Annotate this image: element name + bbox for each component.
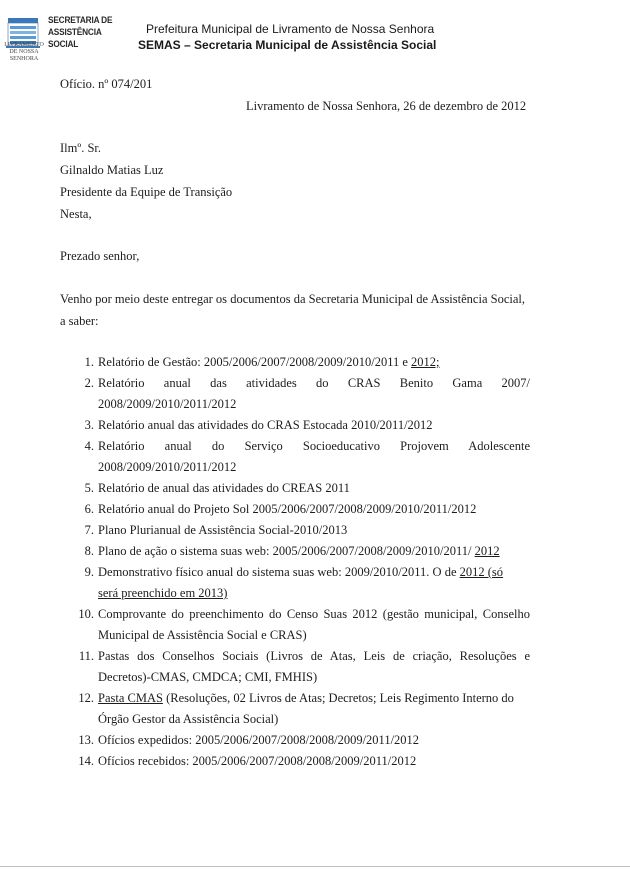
list-item [60, 352, 530, 373]
header-semas: SEMAS – Secretaria Municipal de Assistência Social [138, 38, 437, 52]
item-text: Relatório anual das atividades do CRAS Estocada 2010/2011/2012 [98, 418, 433, 432]
item-number: 9. [84, 565, 94, 579]
item-underlined: Pasta CMAS [98, 691, 163, 705]
item-number: 12. [78, 691, 94, 705]
item-text-line2: Municipal de Assistência Social e CRAS) [98, 628, 307, 642]
list-item [60, 688, 530, 730]
logo-title-line2: ASSISTÊNCIA SOCIAL [48, 27, 102, 49]
list-item [60, 499, 530, 520]
logo-caption-line1: LIVRAMENTO [4, 42, 44, 48]
item-number: 8. [84, 544, 94, 558]
item-number: 10. [78, 607, 94, 621]
item-underlined: 2012; [411, 355, 440, 369]
item-text-line1: Demonstrativo físico anual do sistema suas web: 2009/2010/2011. O de [98, 565, 460, 579]
item-text: Plano de ação o sistema suas web: 2005/2006/2007/2008/2009/2010/2011/ [98, 544, 475, 558]
item-number: 4. [84, 439, 94, 453]
item-text: Relatório de anual das atividades do CREAS 2011 [98, 481, 350, 495]
list-item [60, 415, 530, 436]
recipient-name: Gilnaldo Matias Luz [60, 163, 164, 177]
item-text-line1: Pastas dos Conselhos Sociais (Livros de Atas, Leis de criação, Resoluções e [98, 649, 530, 663]
list-item [60, 373, 530, 415]
list-item [60, 478, 530, 499]
item-text-line2: 2008/2009/2010/2011/2012 [98, 460, 237, 474]
item-text: Relatório de Gestão: 2005/2006/2007/2008/2009/2010/2011 e [98, 355, 412, 369]
bottom-divider [0, 866, 630, 867]
item-number: 6. [84, 502, 94, 516]
intro-paragraph: Venho por meio deste entregar os documentos da Secretaria Municipal de Assistência Social, a saber: [60, 292, 525, 328]
logo-caption-line2: DE NOSSA SENHORA [9, 49, 39, 62]
item-number: 5. [84, 481, 94, 495]
item-number: 3. [84, 418, 94, 432]
item-underlined-line2: será preenchido em 2013) [98, 586, 228, 600]
oficio-number: Ofício. nº 074/201 [60, 77, 153, 91]
item-number: 2. [84, 376, 94, 390]
item-number: 13. [78, 733, 94, 747]
item-text-line2: Órgão Gestor da Assistência Social) [98, 712, 279, 726]
item-text-line1: Comprovante do preenchimento do Censo Suas 2012 (gestão municipal, Conselho [98, 607, 530, 621]
item-number: 1. [84, 355, 94, 369]
item-number: 14. [78, 754, 94, 768]
item-text-line1: (Resoluções, 02 Livros de Atas; Decretos; Leis Regimento Interno do [162, 691, 514, 705]
item-text-line1: Relatório anual do Serviço Socioeducativo Projovem Adolescente [98, 439, 530, 453]
item-number: 7. [84, 523, 94, 537]
list-item [60, 541, 530, 562]
item-text-line1: Relatório anual das atividades do CRAS Benito Gama 2007/ [98, 376, 530, 390]
list-item [60, 730, 530, 751]
list-item [60, 751, 530, 772]
recipient-title: Ilmº. Sr. [60, 141, 102, 155]
list-item [60, 562, 530, 604]
list-item [60, 604, 530, 646]
item-underlined: 2012 (só [459, 565, 504, 579]
item-number: 11. [78, 649, 94, 663]
logo-title [48, 14, 122, 50]
item-text: Ofícios recebidos: 2005/2006/2007/2008/2008/2009/2011/2012 [98, 754, 417, 768]
item-text: Ofícios expedidos: 2005/2006/2007/2008/2008/2009/2011/2012 [98, 733, 420, 747]
logo-caption [4, 42, 44, 63]
greeting: Prezado senhor, [60, 249, 140, 263]
list-item [60, 436, 530, 478]
item-text-line2: Decretos)-CMAS, CMDCA; CMI, FMHIS) [98, 670, 318, 684]
date-line: Livramento de Nossa Senhora, 26 de dezembro de 2012 [246, 99, 527, 113]
item-text: Plano Plurianual de Assistência Social-2010/2013 [98, 523, 348, 537]
recipient-place: Nesta, [60, 207, 92, 221]
list-item [60, 520, 530, 541]
list-item [60, 646, 530, 688]
header-prefeitura: Prefeitura Municipal de Livramento de Nossa Senhora [146, 22, 435, 36]
recipient-role: Presidente da Equipe de Transição [60, 185, 233, 199]
item-text-line2: 2008/2009/2010/2011/2012 [98, 397, 237, 411]
item-text: Relatório anual do Projeto Sol 2005/2006/2007/2008/2009/2010/2011/2012 [98, 502, 477, 516]
document-list [60, 352, 530, 772]
logo-title-line1: SECRETARIA DE [48, 15, 113, 25]
item-underlined: 2012 [474, 544, 500, 558]
